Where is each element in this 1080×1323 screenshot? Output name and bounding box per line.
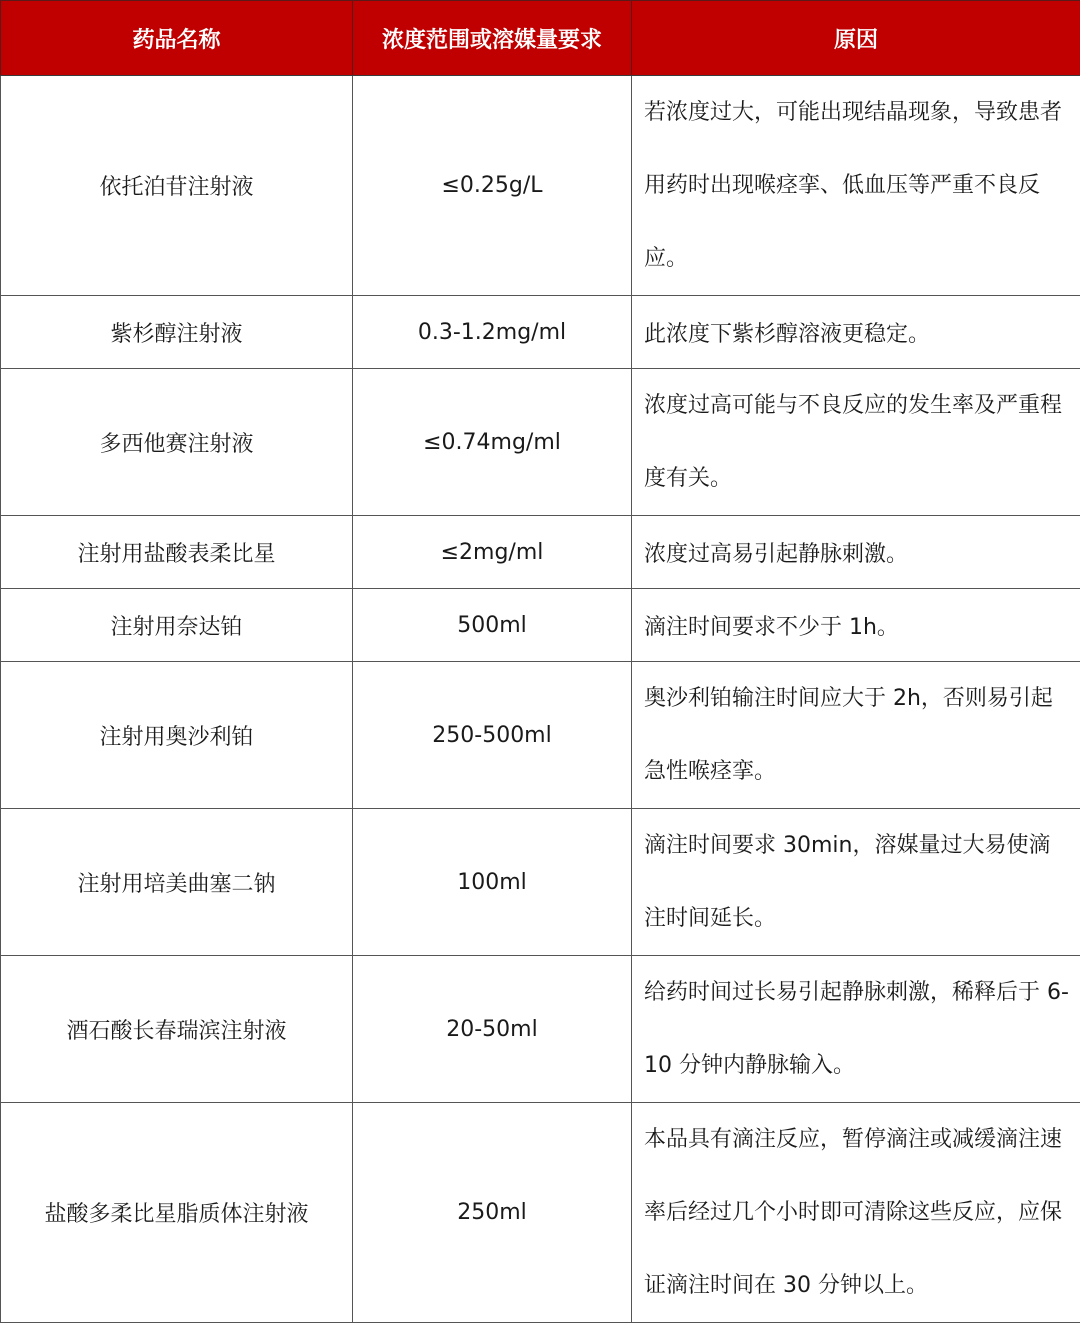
table-row: [1, 589, 1080, 662]
reason-cell: 若浓度过大，可能出现结晶现象，导致患者用药时出现喉痉挛、低血压等严重不良反应。: [632, 76, 1080, 296]
header-drug-name: 药品名称: [1, 1, 353, 76]
reason-cell: 此浓度下紫杉醇溶液更稳定。: [632, 296, 1080, 369]
drug-name-cell: 注射用培美曲塞二钠: [1, 809, 353, 956]
table-row: [1, 516, 1080, 589]
drug-name-cell: 紫杉醇注射液: [1, 296, 353, 369]
reason-cell: 浓度过高可能与不良反应的发生率及严重程度有关。: [632, 369, 1080, 516]
table-row: [1, 296, 1080, 369]
table-row: [1, 956, 1080, 1103]
drug-name-cell: 依托泊苷注射液: [1, 76, 353, 296]
table-row: [1, 809, 1080, 956]
table-row: [1, 76, 1080, 296]
drug-name-cell: 多西他赛注射液: [1, 369, 353, 516]
concentration-cell: ≤0.25g/L: [353, 76, 632, 296]
table-header-row: [1, 1, 1080, 76]
reason-cell: 浓度过高易引起静脉刺激。: [632, 516, 1080, 589]
drug-name-cell: 注射用盐酸表柔比星: [1, 516, 353, 589]
reason-cell: 本品具有滴注反应，暂停滴注或减缓滴注速率后经过几个小时即可清除这些反应，应保证滴注时间在 30 分钟以上。: [632, 1103, 1080, 1323]
concentration-cell: 20-50ml: [353, 956, 632, 1103]
concentration-cell: 500ml: [353, 589, 632, 662]
drug-name-cell: 注射用奥沙利铂: [1, 662, 353, 809]
reason-cell: 滴注时间要求 30min，溶媒量过大易使滴注时间延长。: [632, 809, 1080, 956]
concentration-cell: ≤2mg/ml: [353, 516, 632, 589]
concentration-cell: ≤0.74mg/ml: [353, 369, 632, 516]
concentration-cell: 0.3-1.2mg/ml: [353, 296, 632, 369]
reason-cell: 滴注时间要求不少于 1h。: [632, 589, 1080, 662]
table-row: [1, 662, 1080, 809]
table-row: [1, 369, 1080, 516]
header-reason: 原因: [632, 1, 1080, 76]
concentration-cell: 250-500ml: [353, 662, 632, 809]
drug-name-cell: 酒石酸长春瑞滨注射液: [1, 956, 353, 1103]
reason-cell: 给药时间过长易引起静脉刺激，稀释后于 6-10 分钟内静脉输入。: [632, 956, 1080, 1103]
header-concentration: 浓度范围或溶媒量要求: [353, 1, 632, 76]
drug-name-cell: 盐酸多柔比星脂质体注射液: [1, 1103, 353, 1323]
drug-name-cell: 注射用奈达铂: [1, 589, 353, 662]
concentration-cell: 100ml: [353, 809, 632, 956]
table-row: [1, 1103, 1080, 1323]
reason-cell: 奥沙利铂输注时间应大于 2h，否则易引起急性喉痉挛。: [632, 662, 1080, 809]
concentration-cell: 250ml: [353, 1103, 632, 1323]
